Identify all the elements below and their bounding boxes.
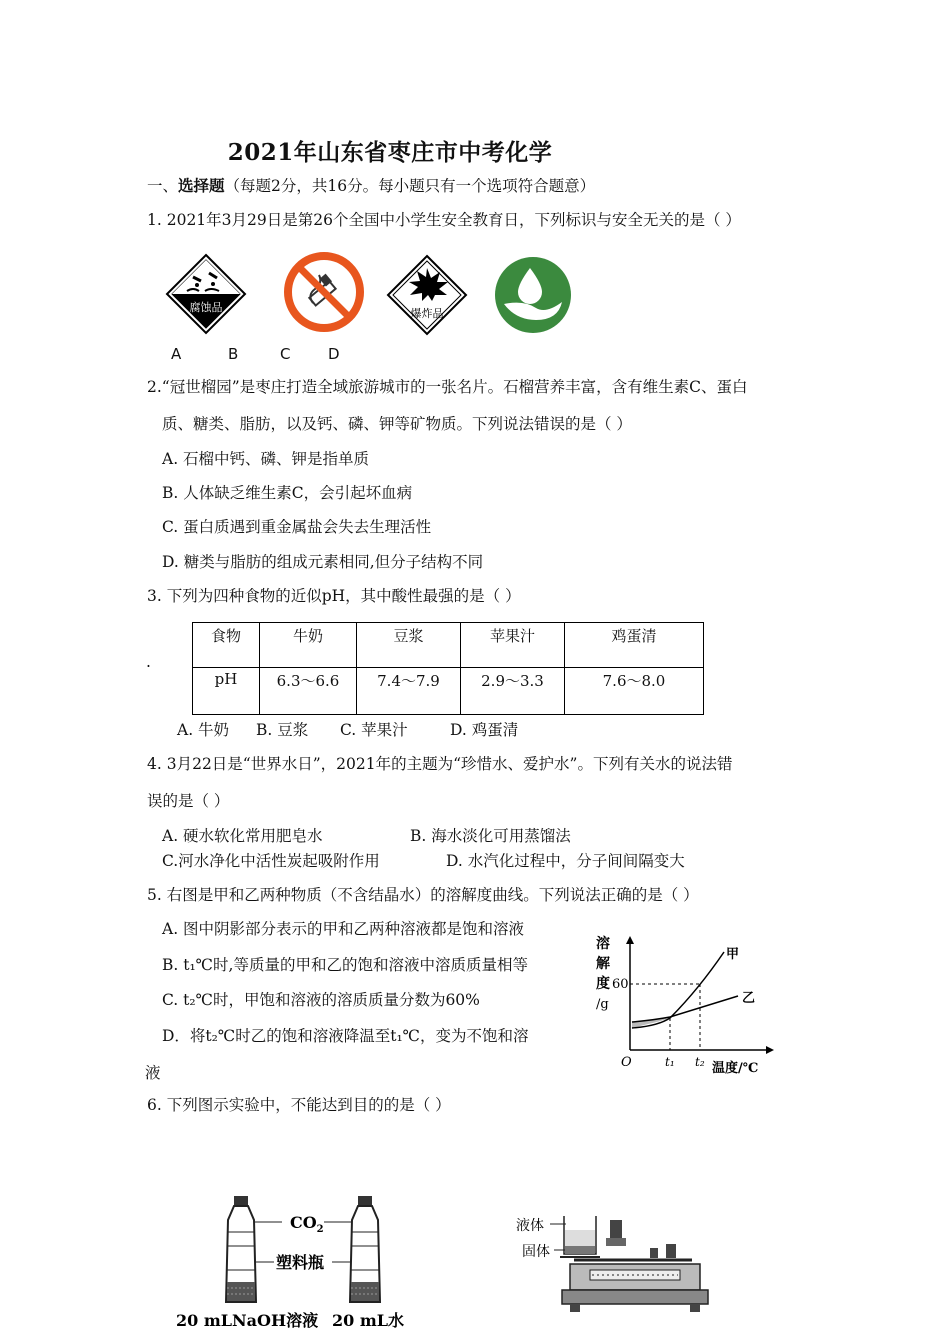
q5-option-c: C. t₂℃时，甲饱和溶液的溶质质量分数为60% bbox=[162, 991, 480, 1009]
no-smoking-sign-icon bbox=[283, 251, 365, 333]
solid-label: 固体 bbox=[522, 1244, 550, 1260]
explosive-sign-icon bbox=[386, 254, 468, 336]
ph-table-cell: 鸡蛋清 bbox=[565, 623, 704, 668]
q1-label-b: B bbox=[228, 345, 239, 363]
q4-option-c: C.河水净化中活性炭起吸附作用 bbox=[162, 852, 380, 870]
q4-stem-line2: 误的是（ ） bbox=[147, 792, 230, 810]
q3-option-b: B. 豆浆 bbox=[256, 721, 309, 739]
liquid-label: 液体 bbox=[516, 1218, 544, 1234]
ph-table-cell: 牛奶 bbox=[260, 623, 357, 668]
ph-table-header-row bbox=[193, 623, 704, 668]
q2-option-a: A. 石榴中钙、磷、钾是指单质 bbox=[162, 450, 370, 468]
graph-yunit-label: /g bbox=[596, 997, 609, 1012]
graph-t1-label: t₁ bbox=[665, 1055, 675, 1069]
explosive-sign-text: 爆炸品 bbox=[410, 307, 444, 320]
ph-table-cell: 7.4～7.9 bbox=[357, 668, 461, 715]
graph-t2-label: t₂ bbox=[695, 1055, 705, 1069]
graph-ylabel-char: 度 bbox=[596, 976, 610, 992]
plastic-bottle-label: 塑料瓶 bbox=[276, 1253, 325, 1272]
q3-option-d: D. 鸡蛋清 bbox=[450, 721, 519, 739]
graph-ylabel-char: 溶 bbox=[596, 936, 610, 952]
graph-xlabel: 温度/℃ bbox=[712, 1061, 759, 1076]
q3-stem: 3. 下列为四种食物的近似pH，其中酸性最强的是（ ） bbox=[147, 587, 521, 605]
ph-table-cell: 食物 bbox=[193, 623, 260, 668]
q1-label-c: C bbox=[280, 345, 291, 363]
curve-yi-label: 乙 bbox=[742, 991, 756, 1006]
q3-option-a: A. 牛奶 bbox=[177, 721, 230, 739]
q1-label-d: D bbox=[328, 345, 340, 363]
ph-table-cell: 2.9～3.3 bbox=[461, 668, 565, 715]
q5-option-d: D．将t₂℃时乙的饱和溶液降温至t₁℃，变为不饱和溶 bbox=[162, 1027, 529, 1045]
section-note: （每题2分，共16分。每小题只有一个选项符合题意） bbox=[224, 177, 596, 195]
corrosive-sign-text: 腐蚀品 bbox=[189, 301, 223, 314]
q2-stem-line1: 2.“冠世榴园”是枣庄打造全域旅游城市的一张名片。石榴营养丰富，含有维生素C、蛋白 bbox=[147, 378, 748, 396]
ph-table-cell: pH bbox=[193, 668, 260, 715]
q5-option-b: B. t₁℃时,等质量的甲和乙的饱和溶液中溶质质量相等 bbox=[162, 956, 528, 974]
co2-label: $CO_2$ bbox=[290, 1213, 324, 1235]
curve-yi bbox=[632, 996, 738, 1022]
curve-jia-label: 甲 bbox=[726, 947, 740, 962]
curve-jia bbox=[632, 952, 724, 1028]
q4-option-d: D. 水汽化过程中，分子间间隔变大 bbox=[446, 852, 685, 870]
ph-table bbox=[192, 622, 704, 715]
ph-table-cell: 豆浆 bbox=[357, 623, 461, 668]
section-heading bbox=[147, 176, 595, 196]
beaker-icon bbox=[560, 1216, 600, 1257]
q5-option-a: A. 图中阴影部分表示的甲和乙两种溶液都是饱和溶液 bbox=[162, 920, 525, 938]
section-prefix: 一、 bbox=[147, 177, 179, 195]
q2-option-c: C. 蛋白质遇到重金属盐会失去生理活性 bbox=[162, 518, 432, 536]
q2-option-b: B. 人体缺乏维生素C，会引起坏血病 bbox=[162, 484, 413, 502]
q1-stem: 1. 2021年3月29日是第26个全国中小学生安全教育日，下列标识与安全无关的是（ ） bbox=[147, 211, 741, 229]
page-title: 2021年山东省枣庄市中考化学 bbox=[227, 139, 553, 166]
naoh-solution-label: 20 mLNaOH溶液 bbox=[176, 1311, 319, 1330]
q5-option-d-cont: 液 bbox=[145, 1064, 161, 1082]
q1-label-a: A bbox=[171, 345, 182, 363]
left-bottle-icon bbox=[226, 1196, 256, 1302]
q3-option-c: C. 苹果汁 bbox=[340, 721, 408, 739]
ph-table-cell: 7.6～8.0 bbox=[565, 668, 704, 715]
ph-table-data-row bbox=[193, 668, 704, 715]
q4-option-a: A. 硬水软化常用肥皂水 bbox=[162, 827, 323, 845]
q4-option-b: B. 海水淡化可用蒸馏法 bbox=[410, 827, 571, 845]
q2-option-d: D. 糖类与脂肪的组成元素相同,但分子结构不同 bbox=[162, 553, 484, 571]
graph-y60-label: 60 bbox=[612, 977, 629, 992]
graph-ylabel-char: 解 bbox=[596, 956, 610, 972]
q2-stem-line2: 质、糖类、脂肪，以及钙、磷、钾等矿物质。下列说法错误的是（ ） bbox=[162, 415, 632, 433]
q5-stem: 5. 右图是甲和乙两种物质（不含结晶水）的溶解度曲线。下列说法正确的是（ ） bbox=[147, 886, 699, 904]
graph-origin-label: O bbox=[621, 1055, 632, 1070]
solubility-graph bbox=[588, 930, 778, 1080]
water-label: 20 mL水 bbox=[332, 1311, 405, 1330]
water-saving-sign-icon bbox=[492, 254, 574, 336]
right-bottle-icon bbox=[350, 1196, 380, 1302]
q3-dot: . bbox=[146, 653, 151, 671]
q6-stem: 6. 下列图示实验中，不能达到目的的是（ ） bbox=[147, 1096, 451, 1114]
ph-table-cell: 苹果汁 bbox=[461, 623, 565, 668]
co2-bottles-figure bbox=[170, 1188, 420, 1338]
section-name: 选择题 bbox=[178, 176, 225, 195]
balance-figure bbox=[510, 1208, 710, 1320]
corrosive-sign-icon bbox=[165, 253, 247, 335]
ph-table-cell: 6.3～6.6 bbox=[260, 668, 357, 715]
q4-stem-line1: 4. 3月22日是“世界水日”，2021年的主题为“珍惜水、爱护水”。下列有关水的说法错 bbox=[147, 755, 733, 773]
